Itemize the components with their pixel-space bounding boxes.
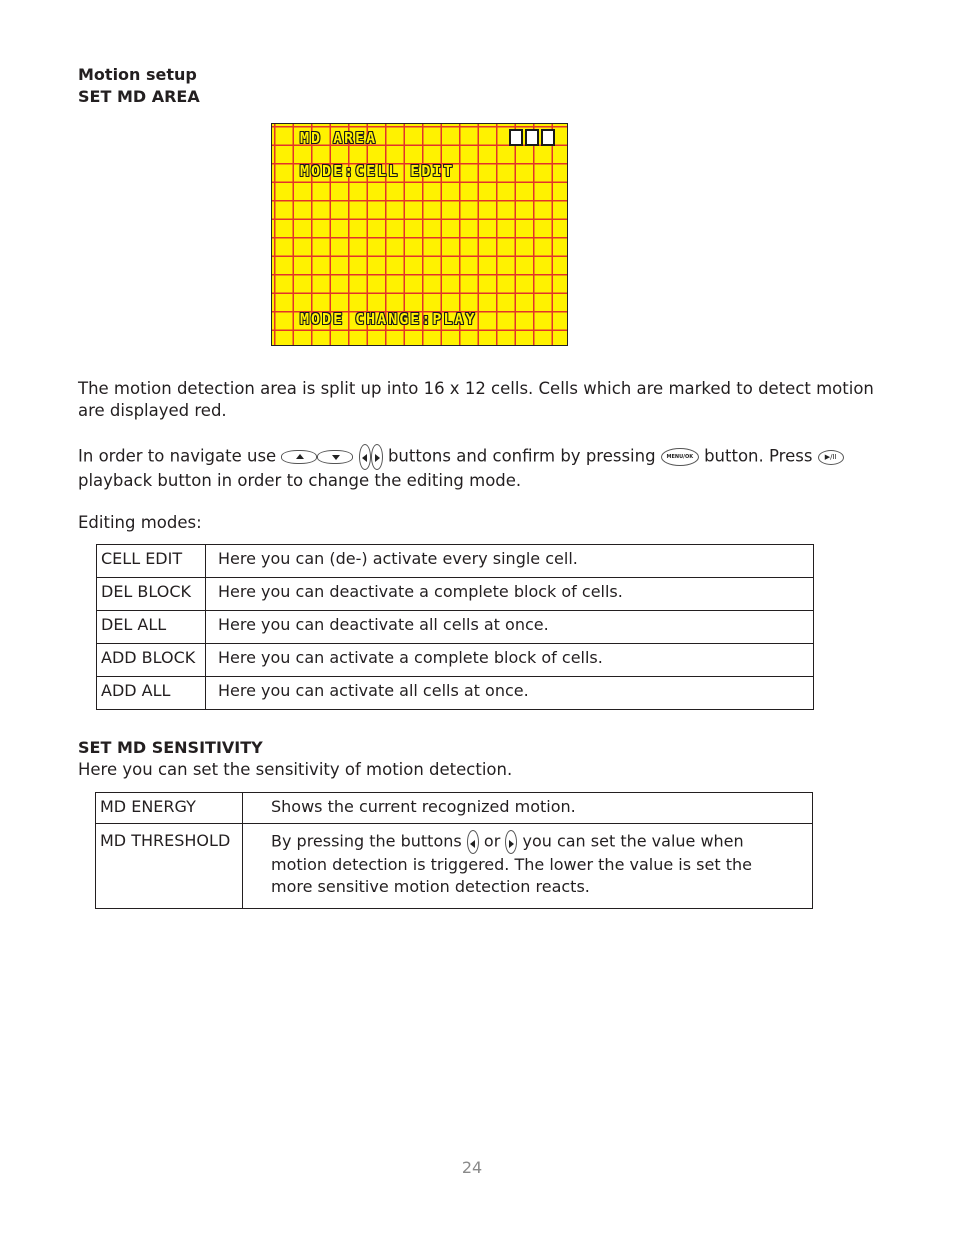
- setting-description-cell: [243, 824, 813, 909]
- nav-text-3: button. Press: [704, 446, 813, 466]
- nav-text-4: playback button in order to change the editing mode.: [78, 471, 522, 490]
- editing-modes-table: [96, 544, 814, 710]
- setting-description-cell: Shows the current recognized motion.: [243, 793, 813, 824]
- editing-modes-label: Editing modes:: [78, 513, 202, 532]
- setting-name-cell: MD THRESHOLD: [96, 824, 243, 909]
- table-row: [97, 578, 814, 611]
- osd-mode: MODE:CELL EDIT: [300, 162, 455, 180]
- mode-description-cell: Here you can activate all cells at once.: [206, 677, 814, 710]
- sensitivity-table: [95, 792, 813, 909]
- section-heading: [78, 64, 200, 108]
- mode-name-cell: DEL BLOCK: [97, 578, 206, 611]
- navigation-paragraph: [78, 444, 898, 492]
- osd-title: MD AREA: [300, 129, 378, 147]
- page-number: 24: [461, 1158, 483, 1177]
- table-row: [96, 824, 813, 909]
- nav-text-2: buttons and confirm by pressing: [387, 446, 656, 466]
- right-arrow-button-icon: [505, 830, 517, 854]
- mode-description-cell: Here you can activate a complete block of cells.: [206, 644, 814, 677]
- table-row: [96, 793, 813, 824]
- intro-paragraph: The motion detection area is split up into 16 x 12 cells. Cells which are marked to detect motion are displayed red.: [78, 379, 874, 420]
- threshold-text-1: By pressing the buttons: [271, 831, 462, 851]
- mode-name-cell: ADD BLOCK: [97, 644, 206, 677]
- sensitivity-title: SET MD SENSITIVITY: [78, 738, 263, 757]
- threshold-or: or: [483, 831, 501, 851]
- mode-description-cell: Here you can (de-) activate every single cell.: [206, 545, 814, 578]
- mode-name-cell: DEL ALL: [97, 611, 206, 644]
- down-arrow-button-icon: [317, 450, 353, 464]
- osd-status-boxes: [509, 129, 555, 146]
- table-row: [97, 545, 814, 578]
- md-area-screen-image: [271, 123, 568, 346]
- setting-name-cell: MD ENERGY: [96, 793, 243, 824]
- mode-description-cell: Here you can deactivate a complete block of cells.: [206, 578, 814, 611]
- sensitivity-text: Here you can set the sensitivity of motion detection.: [78, 760, 513, 779]
- section-subtitle: SET MD AREA: [78, 87, 200, 106]
- play-pause-button-icon: ▶/II: [818, 450, 844, 465]
- mode-name-cell: ADD ALL: [97, 677, 206, 710]
- up-arrow-button-icon: [281, 450, 317, 464]
- table-row: [97, 644, 814, 677]
- section-title: Motion setup: [78, 65, 197, 84]
- table-row: [97, 677, 814, 710]
- nav-text-1: In order to navigate use: [78, 446, 277, 466]
- right-arrow-button-icon: [371, 444, 383, 470]
- mode-description-cell: Here you can deactivate all cells at once.: [206, 611, 814, 644]
- left-arrow-button-icon: [467, 830, 479, 854]
- table-row: [97, 611, 814, 644]
- mode-name-cell: CELL EDIT: [97, 545, 206, 578]
- threshold-text-2: you can set the value when motion detection is triggered. The lower the value is set the more sensitive motion detection reacts.: [271, 831, 752, 896]
- left-arrow-button-icon: [359, 444, 371, 470]
- osd-mode-change: MODE CHANGE:PLAY: [300, 310, 477, 328]
- menu-ok-button-icon: MENU/OK: [661, 448, 699, 466]
